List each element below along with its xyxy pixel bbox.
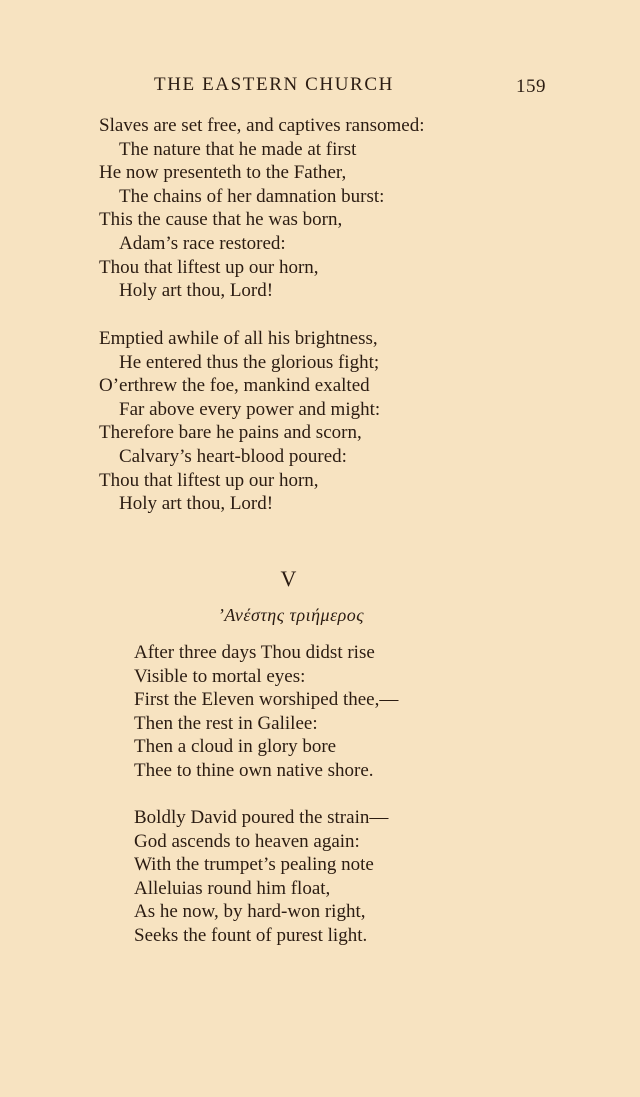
verse-line: Far above every power and might: [119,398,381,420]
stanza-1 [99,114,425,303]
stanza-2 [99,327,380,516]
verse-line: With the trumpet’s pealing note [134,854,374,875]
verse-line: Holy art thou, Lord! [119,493,274,515]
verse-line: Seeks the fount of purest light. [134,924,368,946]
verse-line: Then a cloud in glory bore [134,736,337,757]
verse-line: Alleluias round him float, [134,877,331,899]
section-heading: V [280,566,298,591]
verse-line: Slaves are set free, and captives ransomed: [99,115,425,136]
verse-line: This the cause that he was born, [99,209,343,231]
stanza-3 [134,641,398,782]
verse-line: Emptied awhile of all his brightness, [99,328,378,349]
verse-line: Calvary’s heart-blood poured: [119,445,347,467]
verse-line: He now presenteth to the Father, [99,162,347,184]
running-title: THE EASTERN CHURCH [154,74,394,95]
verse-line: First the Eleven worshiped thee,— [134,689,399,710]
verse-line: Visible to mortal eyes: [134,665,306,687]
verse-line: Adam’s race restored: [119,232,286,254]
section-subtitle: ’Ανέστης τριήμερος [217,605,365,625]
stanza-4 [134,806,388,947]
verse-line: He entered thus the glorious fight; [119,351,380,373]
verse-line: Thee to thine own native shore. [134,759,374,781]
verse-line: Thou that liftest up our horn, [99,469,319,491]
verse-line: Thou that liftest up our horn, [99,256,319,278]
verse-line: After three days Thou didst rise [134,642,375,663]
running-header [0,74,640,100]
verse-line: The chains of her damnation burst: [119,185,385,207]
verse-line: Therefore bare he pains and scorn, [99,422,362,444]
page-number: 159 [516,76,546,97]
verse-line: O’erthrew the foe, mankind exalted [99,375,370,397]
verse-line: Holy art thou, Lord! [119,280,274,302]
verse-line: Then the rest in Galilee: [134,712,318,734]
verse-line: Boldly David poured the strain— [134,807,389,828]
verse-line: The nature that he made at first [119,138,357,160]
verse-line: God ascends to heaven again: [134,830,360,852]
verse-line: As he now, by hard-won right, [134,901,366,922]
